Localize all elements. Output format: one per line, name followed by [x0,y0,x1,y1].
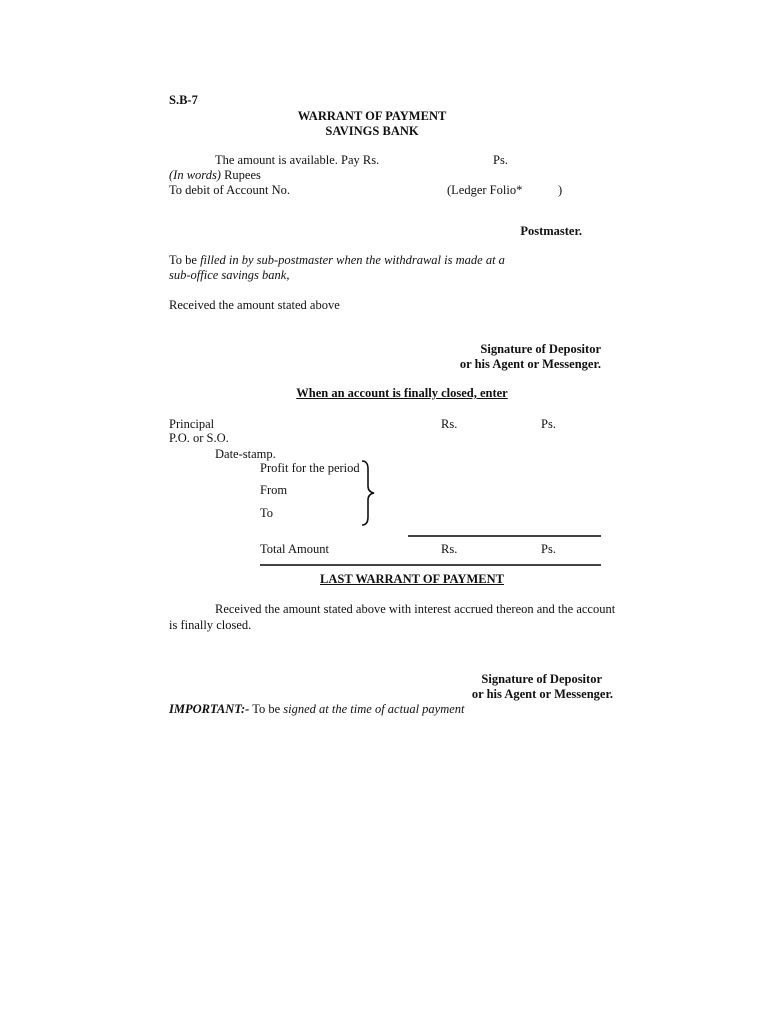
ledger-folio-close: ) [558,183,563,197]
po-so-label: P.O. or S.O. [169,431,229,445]
principal-label: Principal [169,417,215,431]
principal-ps-label: Ps. [541,417,556,431]
divider-line [260,564,601,566]
rupees-label: Rupees [224,168,261,182]
profit-period-label: Profit for the period [260,461,360,475]
last-warrant-heading: LAST WARRANT OF PAYMENT [320,572,504,586]
from-label: From [260,483,288,497]
closing-heading: When an account is finally closed, enter [296,386,508,400]
last-warrant-text-2: is finally closed. [169,618,252,632]
debit-account-label: To debit of Account No. [169,183,290,197]
received-statement: Received the amount stated above [169,298,340,312]
important-to-be: To be [252,702,281,716]
signature-depositor-1: Signature of Depositor [480,342,601,356]
curly-brace-icon [360,459,380,527]
total-rs-label: Rs. [441,542,458,556]
to-label: To [260,506,274,520]
postmaster-label: Postmaster. [520,224,582,238]
ledger-folio-label: (Ledger Folio* [447,183,523,197]
total-amount-label: Total Amount [260,542,329,556]
last-warrant-text-1: Received the amount stated above with interest accrued thereon and the account [215,602,616,616]
signature-agent-1: or his Agent or Messenger. [459,357,601,371]
in-words-line [169,168,261,182]
form-code: S.B-7 [169,93,198,107]
pay-ps-label: Ps. [493,153,508,167]
total-ps-label: Ps. [541,542,556,556]
page-title: WARRANT OF PAYMENT [297,109,447,123]
date-stamp-label: Date-stamp. [215,447,276,461]
important-label: IMPORTANT:- [169,702,250,716]
page-subtitle: SAVINGS BANK [325,124,419,138]
important-note [169,702,465,716]
signature-agent-2: or his Agent or Messenger. [471,687,613,701]
principal-rs-label: Rs. [441,417,458,431]
divider-line [408,535,601,537]
signature-depositor-2: Signature of Depositor [481,672,602,686]
instruction-text: filled in by sub-postmaster when the withdrawal is made at a [200,253,505,267]
important-text: signed at the time of actual payment [283,702,465,716]
in-words-label: (In words) [169,168,221,182]
sub-office-instruction-2: sub-office savings bank, [169,268,290,282]
sub-office-instruction-1 [169,253,505,267]
to-be-label: To be [169,253,197,267]
pay-amount-label: The amount is available. Pay Rs. [215,153,380,167]
